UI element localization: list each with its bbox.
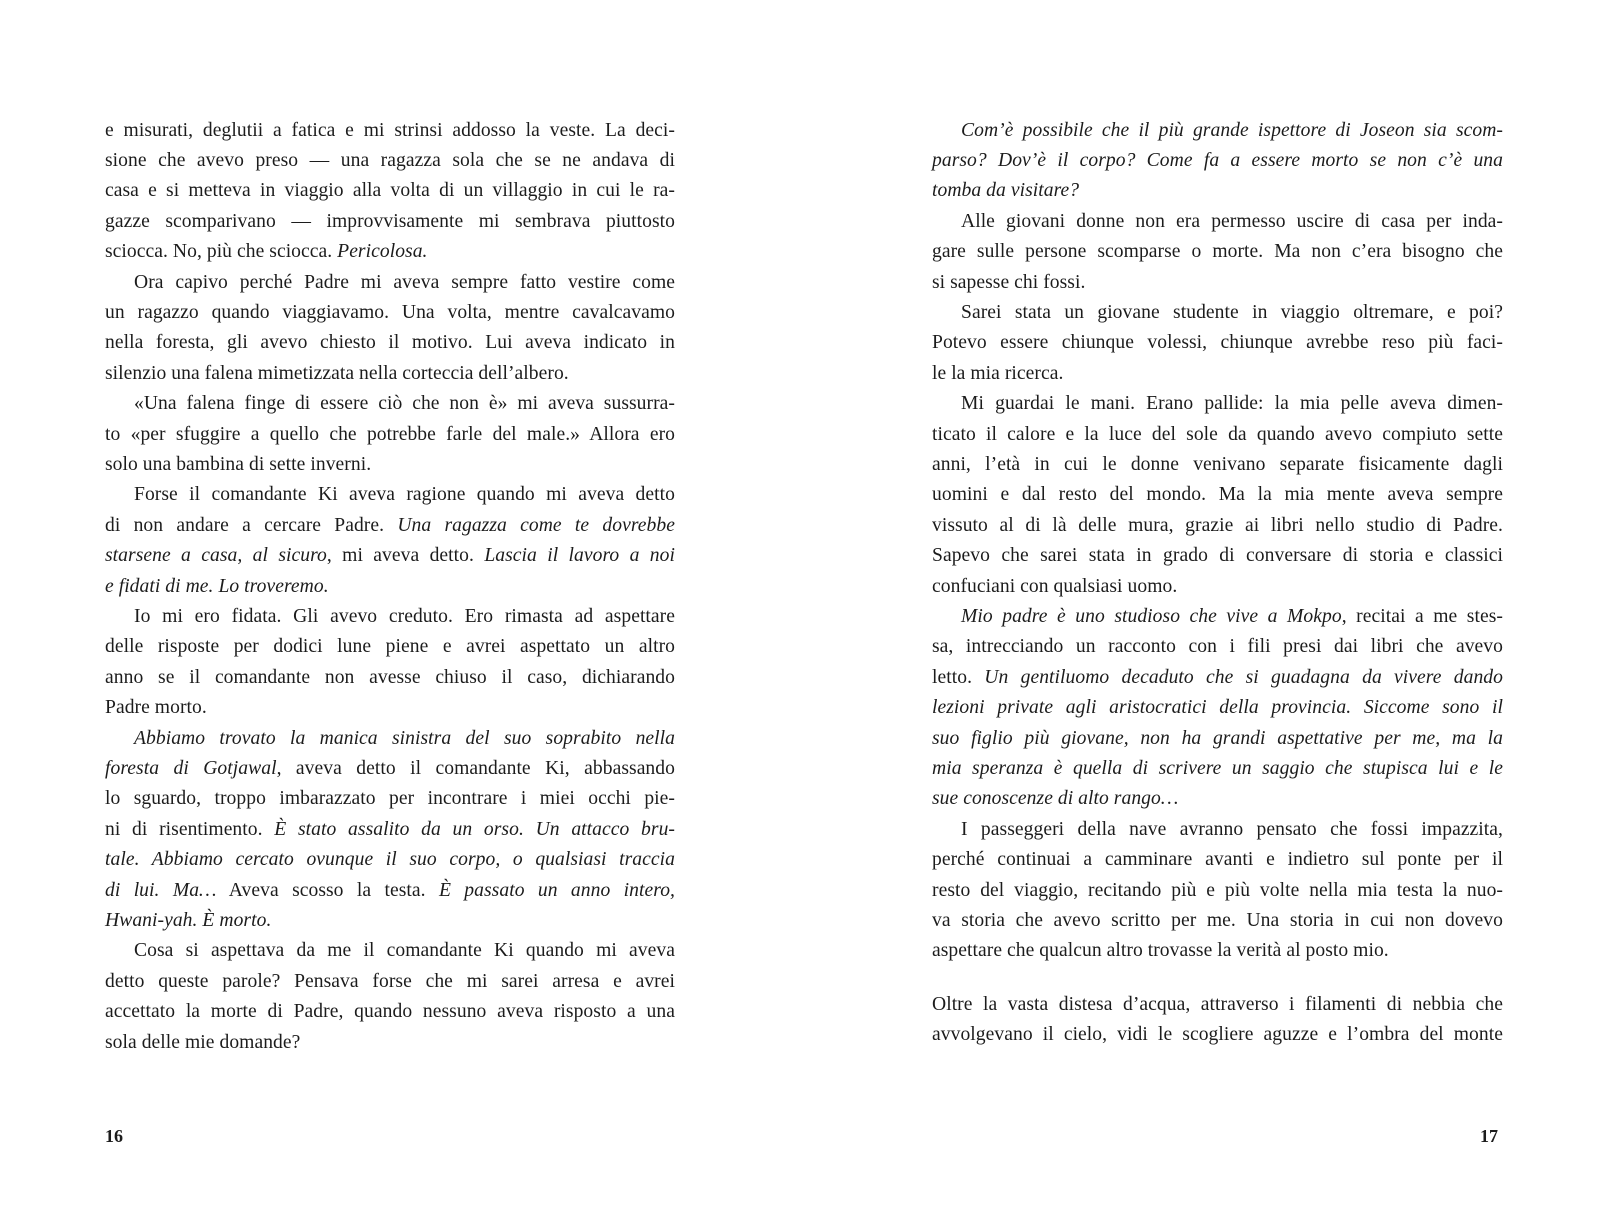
text-line: Potevo essere chiunque volessi, chiunque avrebbe reso più faci- xyxy=(932,332,1503,353)
text-line: gare sulle persone scomparse o morte. Ma non c’era bisogno che xyxy=(932,241,1503,262)
text-line: va storia che avevo scritto per me. Una storia in cui non dovevo xyxy=(932,910,1503,931)
page-number: 16 xyxy=(105,1126,123,1146)
text-line: sa, intrecciando un racconto con i fili presi dai libri che avevo xyxy=(932,636,1503,657)
text-line: Mi guardai le mani. Erano pallide: la mia pelle aveva dimen- xyxy=(961,393,1503,414)
text-line: nella foresta, gli avevo chiesto il motivo. Lui aveva indicato in xyxy=(105,332,675,353)
text-line: foresta di Gotjawal, aveva detto il comandante Ki, abbassando xyxy=(105,758,675,779)
text-line: Com’è possibile che il più grande ispettore di Joseon sia scom- xyxy=(961,120,1503,141)
text-line: Oltre la vasta distesa d’acqua, attraverso i filamenti di nebbia che xyxy=(932,994,1503,1015)
text-line: e fidati di me. Lo troveremo. xyxy=(105,576,329,597)
text-line: vissuto al di là delle mura, grazie ai libri nello studio di Padre. xyxy=(932,515,1503,536)
text-line: un ragazzo quando viaggiavamo. Una volta, mentre cavalcavamo xyxy=(105,302,675,323)
text-line: confuciani con qualsiasi uomo. xyxy=(932,576,1178,597)
text-line: anno se il comandante non avesse chiuso il caso, dichiarando xyxy=(105,667,675,688)
text-line: di lui. Ma… Aveva scosso la testa. È passato un anno intero, xyxy=(105,880,675,901)
text-line: aspettare che qualcun altro trovasse la verità al posto mio. xyxy=(932,940,1389,961)
text-line: si sapesse chi fossi. xyxy=(932,272,1086,293)
text-line: Hwani-yah. È morto. xyxy=(105,910,272,931)
text-line: I passeggeri della nave avranno pensato che fossi impazzita, xyxy=(961,819,1503,840)
page-number: 17 xyxy=(1480,1126,1498,1146)
text-line: «Una falena finge di essere ciò che non è» mi aveva sussurra- xyxy=(134,393,675,414)
text-line: uomini e dal resto del mondo. Ma la mia mente aveva sempre xyxy=(932,484,1503,505)
text-line: ni di risentimento. È stato assalito da un orso. Un attacco bru- xyxy=(105,819,675,840)
text-line: Padre morto. xyxy=(105,697,207,718)
text-line: Sapevo che sarei stata in grado di conversare di storia e classici xyxy=(932,545,1503,566)
text-line: starsene a casa, al sicuro, mi aveva detto. Lascia il lavoro a noi xyxy=(105,545,675,566)
text-line: suo figlio più giovane, non ha grandi aspettative per me, ma la xyxy=(932,728,1503,749)
text-line: Forse il comandante Ki aveva ragione quando mi aveva detto xyxy=(134,484,675,505)
text-line: letto. Un gentiluomo decaduto che si guadagna da vivere dando xyxy=(932,667,1503,688)
text-line: mia speranza è quella di scrivere un saggio che stupisca lui e le xyxy=(932,758,1503,779)
text-line: lo sguardo, troppo imbarazzato per incontrare i miei occhi pie- xyxy=(105,788,675,809)
text-line: e misurati, deglutii a fatica e mi strinsi addosso la veste. La deci- xyxy=(105,120,675,141)
text-line: di non andare a cercare Padre. Una ragazza come te dovrebbe xyxy=(105,515,675,536)
text-line: anni, l’età in cui le donne venivano separate fisicamente dagli xyxy=(932,454,1503,475)
text-line: Sarei stata un giovane studente in viaggio oltremare, e poi? xyxy=(961,302,1503,323)
text-line: accettato la morte di Padre, quando nessuno aveva risposto a una xyxy=(105,1001,675,1022)
text-line: sciocca. No, più che sciocca. Pericolosa. xyxy=(105,241,428,262)
text-line: tale. Abbiamo cercato ovunque il suo corpo, o qualsiasi traccia xyxy=(105,849,675,870)
text-line: Mio padre è uno studioso che vive a Mokpo, recitai a me stes- xyxy=(961,606,1503,627)
text-line: Io mi ero fidata. Gli avevo creduto. Ero rimasta ad aspettare xyxy=(134,606,675,627)
text-line: sue conoscenze di alto rango… xyxy=(932,788,1179,809)
text-line: gazze scomparivano — improvvisamente mi sembrava piuttosto xyxy=(105,211,675,232)
text-line: ticato il calore e la luce del sole da quando avevo compiuto sette xyxy=(932,424,1503,445)
text-line: to «per sfuggire a quello che potrebbe farle del male.» Allora ero xyxy=(105,424,675,445)
text-line: lezioni private agli aristocratici della provincia. Siccome sono il xyxy=(932,697,1503,718)
text-line: sola delle mie domande? xyxy=(105,1032,301,1053)
text-line: casa e si metteva in viaggio alla volta di un villaggio in cui le ra- xyxy=(105,180,675,201)
text-line: sione che avevo preso — una ragazza sola che se ne andava di xyxy=(105,150,675,171)
text-line: Alle giovani donne non era permesso uscire di casa per inda- xyxy=(961,211,1503,232)
text-line: perché continuai a camminare avanti e indietro sul ponte per il xyxy=(932,849,1503,870)
text-line: solo una bambina di sette inverni. xyxy=(105,454,372,475)
text-line: delle risposte per dodici lune piene e avrei aspettato un altro xyxy=(105,636,675,657)
text-line: detto queste parole? Pensava forse che mi sarei arresa e avrei xyxy=(105,971,675,992)
right-page xyxy=(800,0,1600,1206)
text-line: parso? Dov’è il corpo? Come fa a essere morto se non c’è una xyxy=(932,150,1503,171)
text-line: tomba da visitare? xyxy=(932,180,1080,201)
text-line: le la mia ricerca. xyxy=(932,363,1064,384)
text-line: Abbiamo trovato la manica sinistra del suo soprabito nella xyxy=(134,728,675,749)
text-line: resto del viaggio, recitando più e più volte nella mia testa la nuo- xyxy=(932,880,1503,901)
text-line: Cosa si aspettava da me il comandante Ki quando mi aveva xyxy=(134,940,675,961)
text-line: silenzio una falena mimetizzata nella corteccia dell’albero. xyxy=(105,363,569,384)
text-line: Ora capivo perché Padre mi aveva sempre fatto vestire come xyxy=(134,272,675,293)
text-line: avvolgevano il cielo, vidi le scogliere aguzze e l’ombra del monte xyxy=(932,1024,1503,1045)
